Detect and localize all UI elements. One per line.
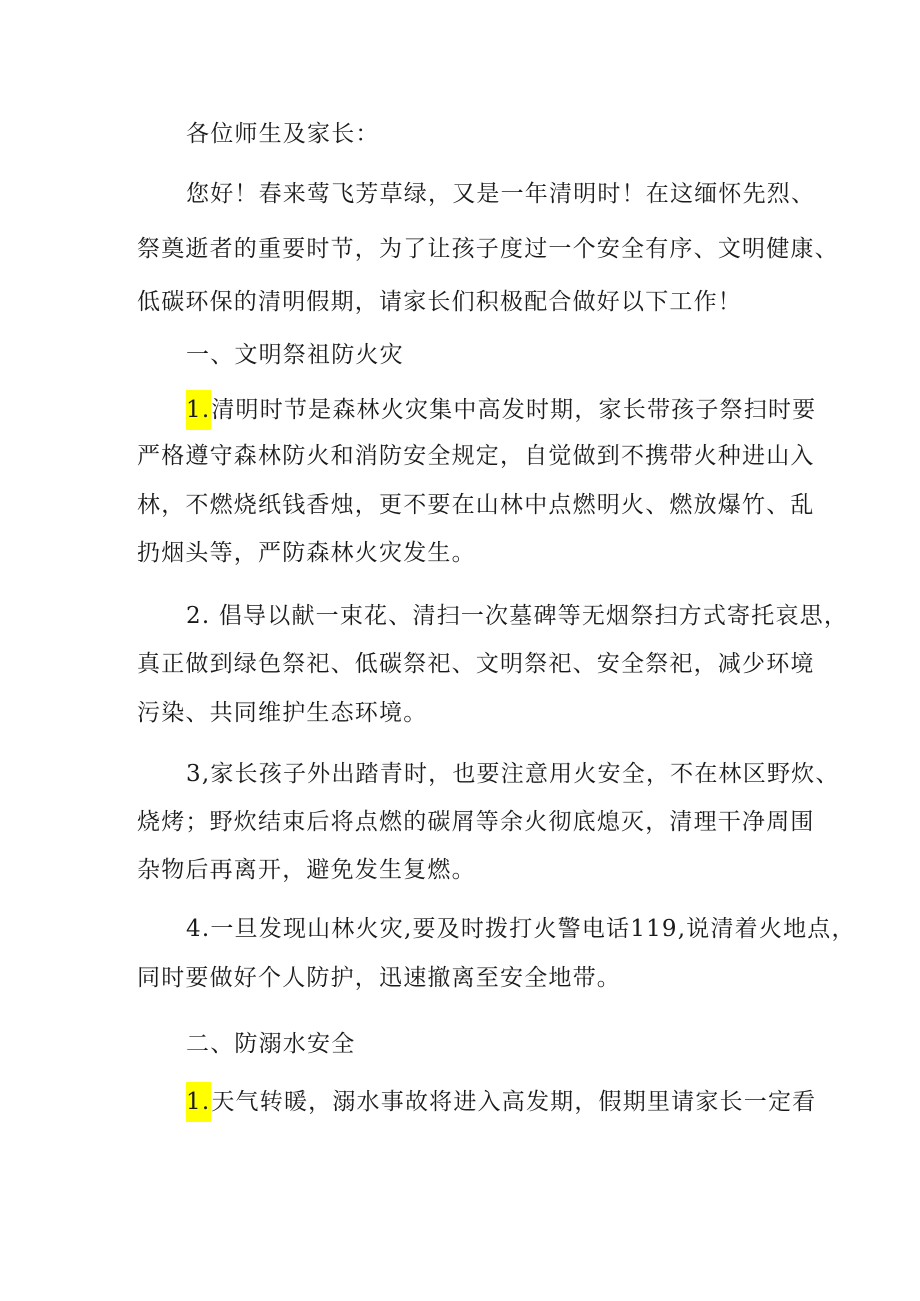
section1-item3-line-1: 3,家长孩子外出踏青时，也要注意用火安全，不在林区野炊、 bbox=[186, 761, 840, 787]
greeting: 各位师生及家长： bbox=[186, 121, 380, 147]
section1-item1-line-2: 严格遵守森林防火和消防安全规定，自觉做到不携带火种进山入 bbox=[137, 443, 815, 469]
section1-item1-line-3: 林，不燃烧纸钱香烛，更不要在山林中点燃明火、燃放爆竹、乱 bbox=[137, 492, 815, 518]
section1-item3-line-3: 杂物后再离开，避免发生复燃。 bbox=[137, 857, 476, 883]
section1-item2-line-3: 污染、共同维护生态环境。 bbox=[137, 700, 428, 726]
intro-line-2: 祭奠逝者的重要时节，为了让孩子度过一个安全有序、文明健康、 bbox=[137, 236, 839, 262]
section1-item2-line-2: 真正做到绿色祭祀、低碳祭祀、文明祭祀、安全祭祀，减少环境 bbox=[137, 651, 815, 677]
section1-title: 一、文明祭祖防火灾 bbox=[186, 342, 404, 368]
section1-item1-line-4: 扔烟头等，严防森林火灾发生。 bbox=[137, 540, 476, 566]
highlighted-number: 1. bbox=[186, 1082, 211, 1122]
section1-item4-line-2: 同时要做好个人防护，迅速撤离至安全地带。 bbox=[137, 965, 621, 991]
section1-item1-line-1 bbox=[186, 395, 817, 430]
item-text: 清明时节是森林火灾集中高发时期，家长带孩子祭扫时要 bbox=[211, 397, 817, 423]
intro-line-1: 您好！春来莺飞芳草绿，又是一年清明时！在这缅怀先烈、 bbox=[186, 181, 816, 207]
highlighted-number: 1. bbox=[186, 390, 211, 430]
intro-line-3: 低碳环保的清明假期，请家长们积极配合做好以下工作！ bbox=[137, 289, 742, 315]
section1-item2-line-1: 2. 倡导以献一束花、清扫一次墓碑等无烟祭扫方式寄托哀思， bbox=[186, 603, 849, 629]
section1-item3-line-2: 烧烤；野炊结束后将点燃的碳屑等余火彻底熄灭，清理干净周围 bbox=[137, 809, 815, 835]
section1-item4-line-1: 4.一旦发现山林火灾,要及时拨打火警电话119,说清着火地点， bbox=[186, 916, 856, 942]
section2-item1-line-1 bbox=[186, 1087, 817, 1122]
section2-title: 二、防溺水安全 bbox=[186, 1031, 356, 1057]
item-text: 天气转暖，溺水事故将进入高发期，假期里请家长一定看 bbox=[211, 1089, 817, 1115]
